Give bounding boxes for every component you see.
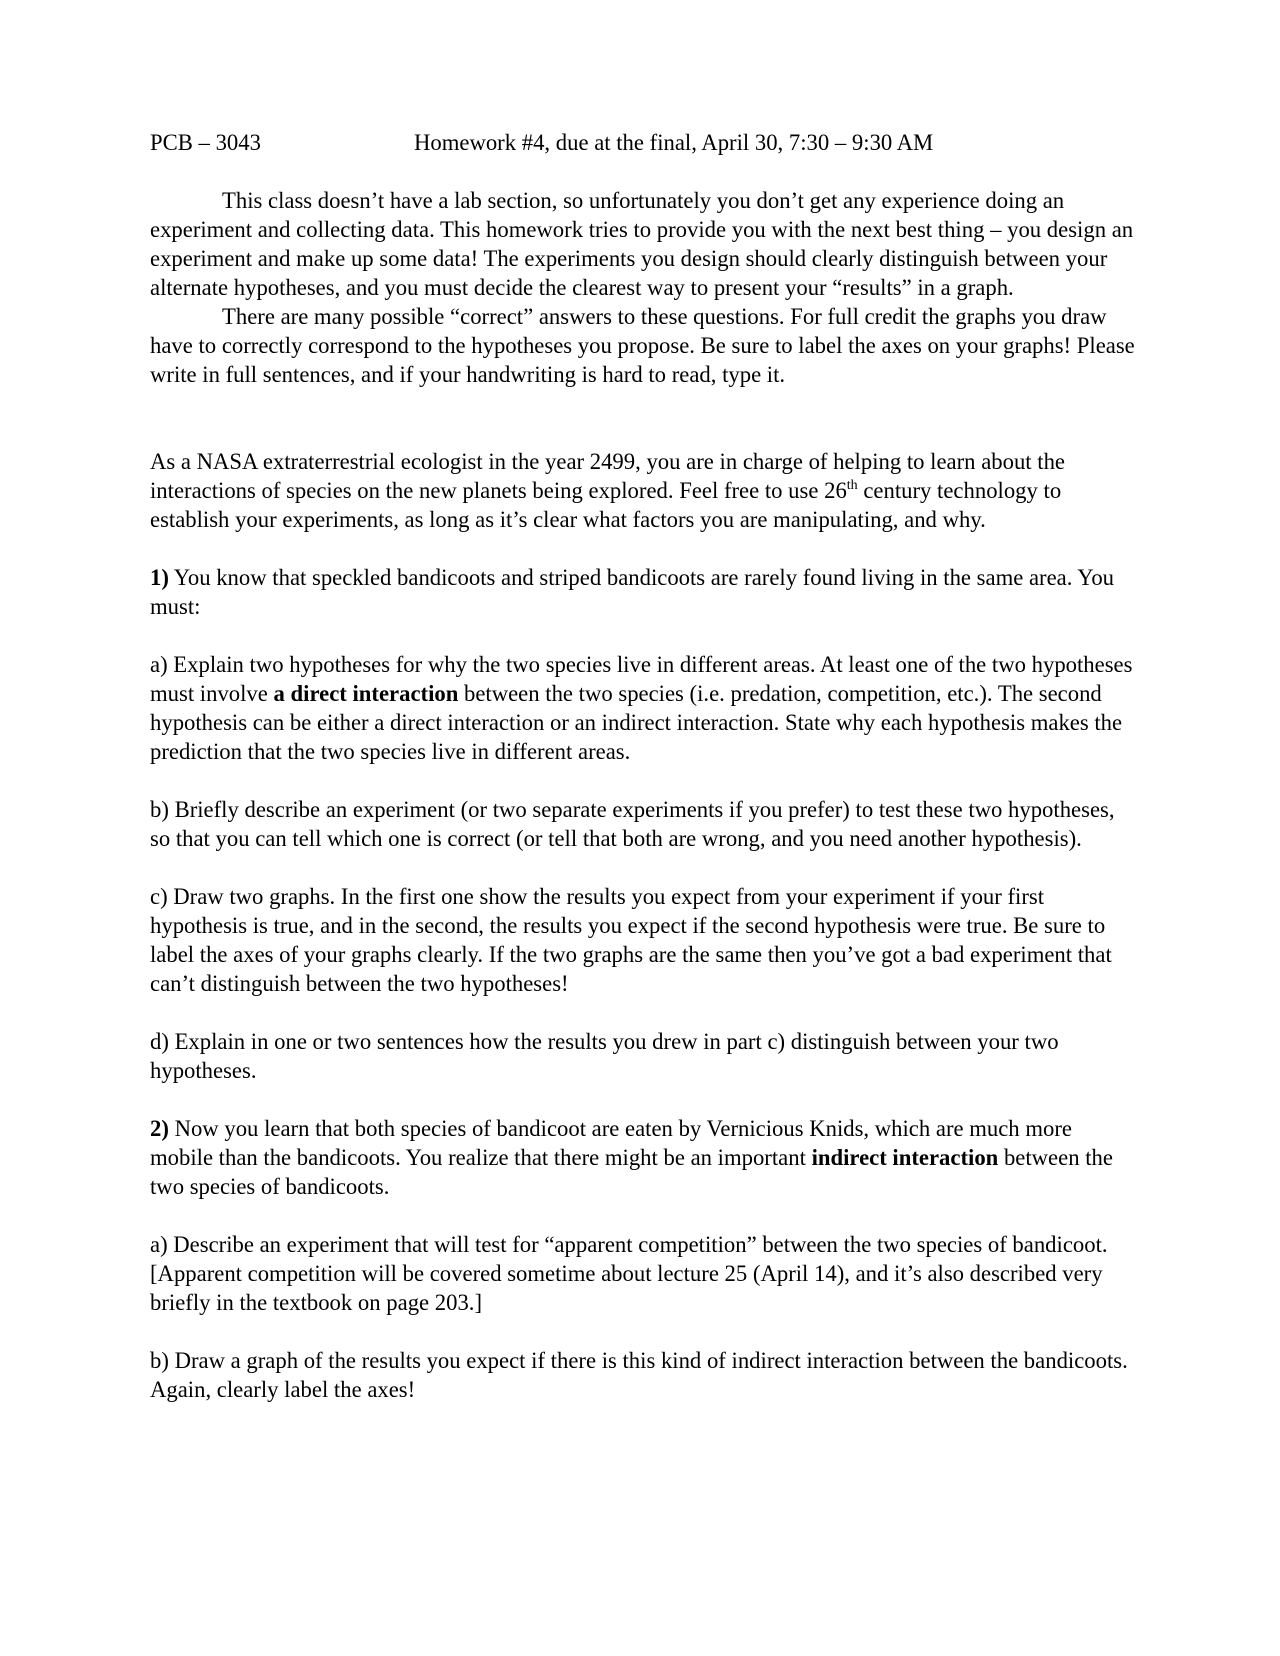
indirect-interaction-term: indirect interaction [811, 1145, 999, 1170]
question-1b: b) Briefly describe an experiment (or two separate experiments if you prefer) to test these two hypotheses, so that you can tell which one is correct (or tell that both are wrong, and you need another hypothesis). [150, 797, 1115, 851]
course-code: PCB – 3043 [150, 130, 261, 155]
page-header [150, 128, 1140, 157]
scenario-text-end: century technology to establish your experiments, as long as it’s clear what factors you are manipulating, and why. [150, 478, 1062, 532]
intro-paragraph-2: There are many possible “correct” answers to these questions. For full credit the graphs you draw have to correctly correspond to the hypotheses you propose. Be sure to label the axes on your graphs! Please write in full sentences, and if your handwriting is hard to read, type it. [150, 304, 1135, 387]
question-1a [150, 650, 1140, 766]
ordinal-superscript: th [846, 478, 858, 493]
question-1-number: 1) [150, 565, 169, 590]
question-2a: a) Describe an experiment that will test for “apparent competition” between the two species of bandicoot. [Apparent competition will be covered sometime about lecture 25 (April 14), and it’s also described very briefly in the textbook on page 203.] [150, 1232, 1108, 1315]
question-2 [150, 1114, 1140, 1201]
direct-interaction-term: a direct interaction [273, 681, 459, 706]
assignment-title: Homework #4, due at the final, April 30, 7:30 – 9:30 AM [414, 130, 934, 155]
question-1 [150, 563, 1140, 621]
question-1a-text-end: between the two species (i.e. predation, competition, etc.). The second hypothesis can be either a direct interaction or an indirect interaction. State why each hypothesis makes the prediction that the two species live in different areas. [150, 681, 1123, 764]
question-2-text-start: Now you learn that both species of bandicoot are eaten by Vernicious Knids, which are much more mobile than the bandicoots. You realize that there might be an important [150, 1116, 1072, 1170]
scenario-paragraph [150, 447, 1140, 534]
homework-page [150, 128, 1140, 1404]
scenario-text-start: As a NASA extraterrestrial ecologist in the year 2499, you are in charge of helping to learn about the interactions of species on the new planets being explored. Feel free to use 26 [150, 449, 1065, 503]
question-2-number: 2) [150, 1116, 169, 1141]
intro-paragraph-1: This class doesn’t have a lab section, so unfortunately you don’t get any experience doing an experiment and collecting data. This homework tries to provide you with the next best thing – you design an experiment and make up some data! The experiments you design should clearly distinguish between your alternate hypotheses, and you must decide the clearest way to present your “results” in a graph. [150, 188, 1134, 300]
question-2b: b) Draw a graph of the results you expect if there is this kind of indirect interaction between the bandicoots. Again, clearly label the axes! [150, 1348, 1128, 1402]
question-1a-text-start: a) Explain two hypotheses for why the two species live in different areas. At least one of the two hypotheses must involve [150, 652, 1133, 706]
question-1-text: You know that speckled bandicoots and striped bandicoots are rarely found living in the same area. You must: [150, 565, 1115, 619]
question-2-text-end: between the two species of bandicoots. [150, 1145, 1113, 1199]
question-1d: d) Explain in one or two sentences how the results you drew in part c) distinguish between your two hypotheses. [150, 1029, 1059, 1083]
question-1c: c) Draw two graphs. In the first one show the results you expect from your experiment if your first hypothesis is true, and in the second, the results you expect if the second hypothesis were true. Be sure to label the axes of your graphs clearly. If the two graphs are the same then you’ve got a bad experiment that can’t distinguish between the two hypotheses! [150, 884, 1112, 996]
